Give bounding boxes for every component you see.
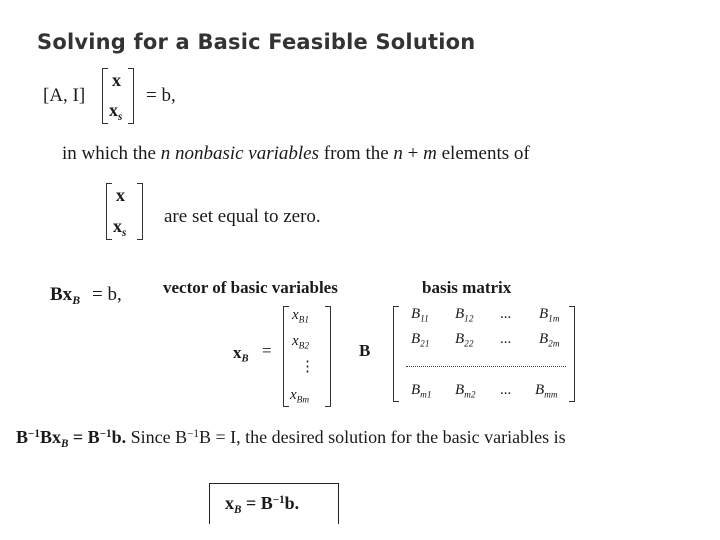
vector-xs: $x_s$ bbox=[113, 216, 127, 239]
xb-entry-2: $x_{B2}$ bbox=[292, 333, 309, 352]
b-entry-ellipsis: ... bbox=[500, 331, 512, 347]
bxb-rhs: = b, bbox=[92, 284, 122, 305]
b-entry: $B_{m2}$ bbox=[455, 382, 476, 401]
b-entry: $B_{11}$ bbox=[411, 306, 429, 325]
b-matrix-label: B bbox=[359, 341, 371, 360]
b-entry: $B_{12}$ bbox=[455, 306, 474, 325]
vector-x: x bbox=[112, 70, 121, 90]
xb-equals: = bbox=[262, 341, 272, 360]
b-entry: $B_{22}$ bbox=[455, 331, 474, 350]
inverse-derivation-line: $B^{-1}Bx_B = B^{-1}b$. Since $B^{-1}B = I$, the desired solution for the basic variables is bbox=[16, 427, 566, 450]
vector-bracket-right bbox=[137, 183, 143, 240]
nonbasic-sentence: in which the n nonbasic variables from the n + m elements of bbox=[62, 143, 530, 164]
vector-xs: $x_s$ bbox=[109, 100, 123, 123]
solution-equation: $x_B = B^{-1}b$. bbox=[225, 493, 300, 516]
xb-entry-m: $x_{Bm}$ bbox=[290, 387, 310, 406]
xb-bracket-left bbox=[283, 306, 289, 407]
vector-bracket-left bbox=[106, 183, 112, 240]
b-entry-ellipsis: ... bbox=[500, 382, 512, 398]
xb-lhs: $x_B$ bbox=[233, 343, 249, 365]
b-entry: $B_{21}$ bbox=[411, 331, 430, 350]
set-zero-text: are set equal to zero. bbox=[164, 206, 321, 227]
vector-bracket-left bbox=[102, 68, 108, 124]
bxb-lhs: $Bx_B$ bbox=[50, 284, 81, 308]
label-basis-matrix: basis matrix bbox=[422, 278, 512, 297]
b-entry: $B_{2m}$ bbox=[539, 331, 560, 350]
xb-entry-1: $x_{B1}$ bbox=[292, 307, 309, 326]
b-entry: $B_{m1}$ bbox=[411, 382, 432, 401]
vector-x: x bbox=[116, 185, 125, 205]
label-vector-basic-variables: vector of basic variables bbox=[163, 278, 338, 297]
slide-title: Solving for a Basic Feasible Solution bbox=[37, 30, 476, 54]
b-matrix-bracket-left bbox=[393, 306, 399, 402]
xb-bracket-right bbox=[325, 306, 331, 407]
b-matrix-dotted-row bbox=[406, 366, 566, 367]
vector-bracket-right bbox=[128, 68, 134, 124]
b-entry: $B_{1m}$ bbox=[539, 306, 560, 325]
xb-entry-ellipsis: ⋮ bbox=[300, 359, 315, 375]
b-entry-ellipsis: ... bbox=[500, 306, 512, 322]
b-matrix-bracket-right bbox=[569, 306, 575, 402]
b-entry: $B_{mm}$ bbox=[535, 382, 558, 401]
equals-b: = b, bbox=[146, 85, 176, 106]
matrix-a-i: [A, I] bbox=[43, 85, 86, 106]
